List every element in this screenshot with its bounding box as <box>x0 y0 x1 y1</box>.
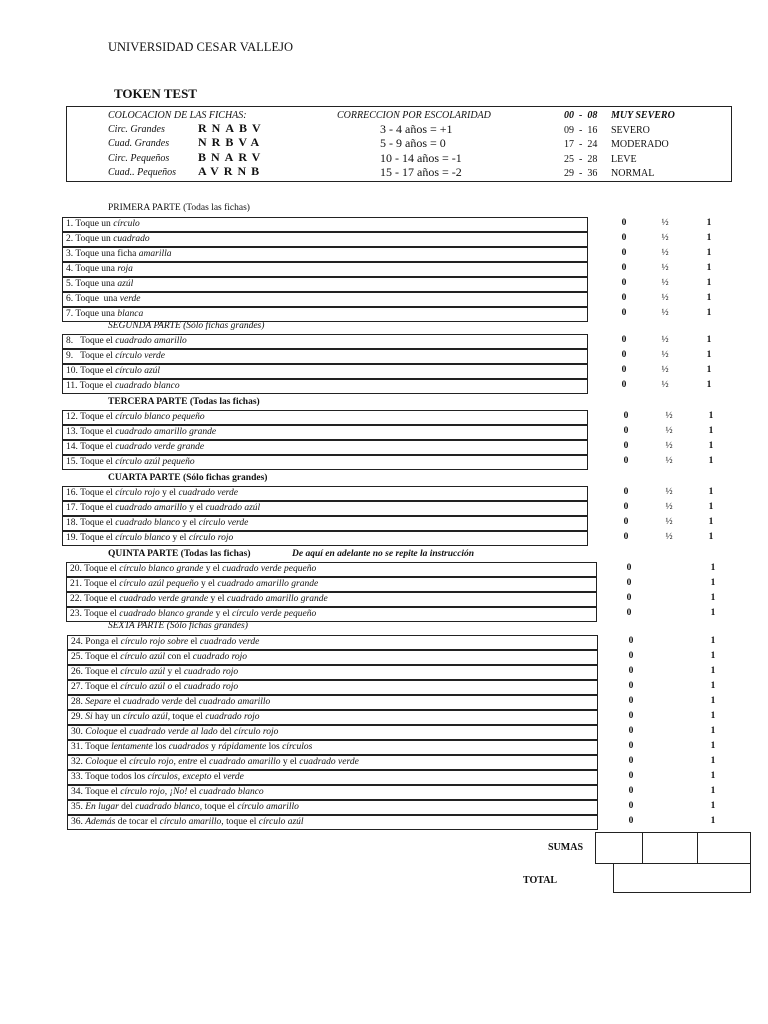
item-text: del <box>217 727 234 737</box>
item-text: círculo blanco <box>115 533 171 543</box>
item-text: cuadrado rojo <box>205 712 260 722</box>
key-row-code: AVRNB <box>198 164 265 178</box>
key-box <box>66 106 732 182</box>
item-text: círculo rojo <box>233 727 279 737</box>
item-text: cuadrado <box>113 234 150 244</box>
item-text: círculo azúl pequeño <box>119 579 199 589</box>
item-text: y el <box>186 503 206 513</box>
score-zero[interactable]: 0 <box>623 411 629 421</box>
item-text: azúl <box>117 279 134 289</box>
severity-range: 29 - 36 <box>564 168 598 179</box>
item-text: toque el <box>202 802 238 812</box>
score-one[interactable]: 1 <box>710 681 716 691</box>
item-text: 25. Toque el <box>71 652 121 662</box>
severity-label: SEVERO <box>611 125 650 136</box>
item-text: 32. <box>71 757 86 767</box>
item-text: Además <box>85 817 116 827</box>
score-one[interactable]: 1 <box>708 456 714 466</box>
item-text: el <box>111 697 123 707</box>
score-one[interactable]: 1 <box>706 335 712 345</box>
score-one[interactable]: 1 <box>706 233 712 243</box>
item-text: lentamente <box>111 742 153 752</box>
item-text: cuadrado verde <box>199 637 260 647</box>
score-zero[interactable]: 0 <box>628 726 634 736</box>
item-row <box>66 607 597 622</box>
item-text: 30. <box>71 727 86 737</box>
score-half[interactable]: ½ <box>661 278 669 288</box>
item-text: 22. Toque el <box>70 594 120 604</box>
score-half[interactable]: ½ <box>661 293 669 303</box>
total-label: TOTAL <box>523 875 558 886</box>
sum-cell-one[interactable] <box>697 832 751 864</box>
item-text: el <box>197 757 210 767</box>
part-5-heading: QUINTA PARTE (Todas las fichas) <box>108 549 251 559</box>
item-row <box>62 486 588 501</box>
severity-range: 09 - 16 <box>564 125 598 136</box>
score-zero[interactable]: 0 <box>623 426 629 436</box>
item-text: con el <box>165 652 193 662</box>
severity-range: 17 - 24 <box>564 139 598 150</box>
score-half[interactable]: ½ <box>661 335 669 345</box>
severity-range: 25 - 28 <box>564 154 598 165</box>
test-title: TOKEN TEST <box>114 86 197 101</box>
item-row <box>62 334 588 349</box>
item-row <box>62 455 588 470</box>
item-text: el <box>211 772 224 782</box>
score-zero[interactable]: 0 <box>621 218 627 228</box>
score-zero[interactable]: 0 <box>628 771 634 781</box>
score-one[interactable]: 1 <box>708 502 714 512</box>
part-1-heading: PRIMERA PARTE (Todas las fichas) <box>108 203 250 213</box>
item-row <box>62 247 588 262</box>
item-text: círculo amarillo <box>237 802 299 812</box>
item-text: hay un <box>92 712 123 722</box>
item-text: cuadrado amarillo grande <box>217 579 319 589</box>
item-text: círculo amarillo, <box>159 817 224 827</box>
key-row-label: Cuad.. Pequeños <box>108 167 177 178</box>
score-half[interactable]: ½ <box>661 308 669 318</box>
item-row <box>67 800 598 815</box>
correccion-item: 10 - 14 años = -1 <box>380 151 462 165</box>
item-text: 7. Toque una <box>66 309 118 319</box>
item-text: el <box>188 637 200 647</box>
item-text: cuadrado amarillo <box>209 757 281 767</box>
item-text: 33. Toque todos los <box>71 772 148 782</box>
item-row <box>62 410 588 425</box>
sum-cell-zero[interactable] <box>595 832 643 864</box>
item-text: Separe <box>85 697 112 707</box>
item-text: círculo verde pequeño <box>231 609 317 619</box>
item-text: blanca <box>117 309 144 319</box>
score-one[interactable]: 1 <box>710 696 716 706</box>
item-text: cuadrado verde <box>122 697 183 707</box>
item-text: círculo azúl <box>115 366 161 376</box>
score-one[interactable]: 1 <box>710 563 716 573</box>
item-text: y el <box>179 518 199 528</box>
key-row-label: Circ. Grandes <box>108 124 165 135</box>
item-row <box>67 755 598 770</box>
score-one[interactable]: 1 <box>710 786 716 796</box>
item-text: amarilla <box>138 249 172 259</box>
score-zero[interactable]: 0 <box>628 741 634 751</box>
part-2-heading: SEGUNDA PARTE (Sólo fichas grandes) <box>108 321 265 331</box>
score-zero[interactable]: 0 <box>628 681 634 691</box>
item-row <box>67 650 598 665</box>
item-row <box>62 349 588 364</box>
item-text: círculo verde <box>198 518 249 528</box>
item-row <box>62 217 588 232</box>
item-text: círculo rojo <box>188 533 234 543</box>
item-text: cuadrado blanco, <box>135 802 203 812</box>
score-zero[interactable]: 0 <box>626 608 632 618</box>
item-text: 21. Toque el <box>70 579 120 589</box>
score-one[interactable]: 1 <box>710 651 716 661</box>
item-text: círculos <box>282 742 313 752</box>
score-one[interactable]: 1 <box>708 426 714 436</box>
item-text: 20. Toque el <box>70 564 120 574</box>
correccion-title: CORRECCION POR ESCOLARIDAD <box>337 110 491 121</box>
university-name: UNIVERSIDAD CESAR VALLEJO <box>108 40 293 54</box>
score-half[interactable]: ½ <box>661 218 669 228</box>
score-zero[interactable]: 0 <box>621 293 627 303</box>
item-row <box>66 592 597 607</box>
score-zero[interactable]: 0 <box>628 666 634 676</box>
score-half[interactable]: ½ <box>661 350 669 360</box>
item-row <box>62 262 588 277</box>
item-text: círculo azúl <box>120 667 166 677</box>
score-zero[interactable]: 0 <box>621 263 627 273</box>
item-text: 19. Toque el <box>66 533 116 543</box>
score-zero[interactable]: 0 <box>626 578 632 588</box>
score-one[interactable]: 1 <box>710 816 716 826</box>
item-row <box>62 440 588 455</box>
score-half[interactable]: ½ <box>665 532 673 542</box>
item-text: el <box>117 757 130 767</box>
key-row-code: BNARV <box>198 150 266 164</box>
item-text: cuadrado blanco <box>199 787 264 797</box>
score-one[interactable]: 1 <box>710 801 716 811</box>
item-text: los <box>266 742 283 752</box>
item-row <box>67 665 598 680</box>
item-text: roja <box>117 264 133 274</box>
severity-label: MODERADO <box>611 139 669 150</box>
score-one[interactable]: 1 <box>708 441 714 451</box>
item-row <box>62 379 588 394</box>
score-zero[interactable]: 0 <box>623 517 629 527</box>
score-one[interactable]: 1 <box>706 380 712 390</box>
item-text: toque el <box>223 817 259 827</box>
score-one[interactable]: 1 <box>706 293 712 303</box>
score-half[interactable]: ½ <box>665 426 673 436</box>
item-text: 11. Toque el <box>66 381 115 391</box>
item-text: 29. <box>71 712 86 722</box>
score-zero[interactable]: 0 <box>628 816 634 826</box>
item-text: círculo azúl pequeño <box>115 457 195 467</box>
score-zero[interactable]: 0 <box>628 786 634 796</box>
item-text: cuadrado verde al lado <box>129 727 218 737</box>
item-text: Coloque <box>85 757 118 767</box>
item-text: 14. Toque el <box>66 442 116 452</box>
score-one[interactable]: 1 <box>710 666 716 676</box>
item-text: Coloque <box>85 727 118 737</box>
score-zero[interactable]: 0 <box>628 711 634 721</box>
item-row <box>62 292 588 307</box>
item-text: 4. Toque una <box>66 264 118 274</box>
item-text: los <box>152 742 169 752</box>
item-text: círculos, excepto <box>147 772 212 782</box>
score-zero[interactable]: 0 <box>621 278 627 288</box>
item-text: cuadrado amarillo grande <box>226 594 328 604</box>
item-text: 9. Toque el <box>66 351 116 361</box>
score-half[interactable]: ½ <box>665 487 673 497</box>
item-text: 17. Toque el <box>66 503 116 513</box>
part-6-heading: SEXTA PARTE (Sólo fichas grandes) <box>108 621 248 631</box>
key-row-label: Cuad. Grandes <box>108 138 170 149</box>
item-text: y el <box>170 533 189 543</box>
score-one[interactable]: 1 <box>710 726 716 736</box>
severity-range: 00 - 08 <box>564 110 598 121</box>
item-text: círculo azúl <box>120 652 166 662</box>
item-text: y el <box>159 488 179 498</box>
item-text: 23. Toque el <box>70 609 120 619</box>
correccion-item: 15 - 17 años = -2 <box>380 165 462 179</box>
item-text: círculo azúl, <box>122 712 171 722</box>
score-zero[interactable]: 0 <box>626 593 632 603</box>
item-text: 8. Toque el <box>66 336 116 346</box>
item-row <box>62 425 588 440</box>
score-zero[interactable]: 0 <box>623 532 629 542</box>
score-zero[interactable]: 0 <box>621 308 627 318</box>
score-one[interactable]: 1 <box>708 411 714 421</box>
item-text: 2. Toque un <box>66 234 114 244</box>
item-text: cuadrado rojo <box>192 652 248 662</box>
item-text: En lugar <box>85 802 119 812</box>
item-text: el <box>172 682 184 692</box>
score-half[interactable]: ½ <box>665 517 673 527</box>
score-zero[interactable]: 0 <box>628 651 634 661</box>
item-text: cuadrado verde grande <box>115 442 205 452</box>
item-text: cuadrado verde pequeño <box>222 564 317 574</box>
item-text: Si <box>85 712 93 722</box>
item-text: y el <box>280 757 300 767</box>
score-zero[interactable]: 0 <box>623 456 629 466</box>
item-row <box>67 680 598 695</box>
item-text: 18. Toque el <box>66 518 116 528</box>
item-text: cuadrado verde grande <box>119 594 209 604</box>
severity-label: MUY SEVERO <box>611 110 675 121</box>
item-row <box>67 725 598 740</box>
score-zero[interactable]: 0 <box>621 248 627 258</box>
item-text: cuadrado amarillo grande <box>115 427 217 437</box>
score-zero[interactable]: 0 <box>626 563 632 573</box>
score-half[interactable]: ½ <box>665 502 673 512</box>
total-cell[interactable] <box>613 863 751 893</box>
correccion-item: 3 - 4 años = +1 <box>380 122 453 136</box>
item-row <box>67 740 598 755</box>
score-one[interactable]: 1 <box>708 487 714 497</box>
item-text: 12. Toque el <box>66 412 116 422</box>
part-3-heading: TERCERA PARTE (Todas las fichas) <box>108 397 260 407</box>
item-text: círculo <box>113 219 140 229</box>
score-one[interactable]: 1 <box>706 263 712 273</box>
sum-cell-half[interactable] <box>642 832 698 864</box>
score-half[interactable]: ½ <box>661 380 669 390</box>
item-text: de tocar el <box>115 817 160 827</box>
score-one[interactable]: 1 <box>710 608 716 618</box>
score-one[interactable]: 1 <box>708 532 714 542</box>
item-row <box>62 531 588 546</box>
score-one[interactable]: 1 <box>706 248 712 258</box>
score-one[interactable]: 1 <box>710 771 716 781</box>
item-row <box>67 815 598 830</box>
item-text: cuadrado blanco grande <box>119 609 214 619</box>
item-text: y el <box>213 609 232 619</box>
score-half[interactable]: ½ <box>661 263 669 273</box>
item-text: 6. Toque una <box>66 294 120 304</box>
score-half[interactable]: ½ <box>661 233 669 243</box>
key-row-label: Circ. Pequeños <box>108 153 170 164</box>
item-text: círculo azúl <box>258 817 304 827</box>
item-text: 27. Toque el <box>71 682 121 692</box>
item-row <box>66 577 597 592</box>
item-text: toque el <box>170 712 206 722</box>
score-one[interactable]: 1 <box>710 636 716 646</box>
correccion-item: 5 - 9 años = 0 <box>380 136 446 150</box>
item-text: círculo azúl o <box>120 682 173 692</box>
score-one[interactable]: 1 <box>706 350 712 360</box>
key-row-code: RNABV <box>198 121 266 135</box>
item-text: círculo blanco grande <box>119 564 204 574</box>
item-row <box>67 770 598 785</box>
item-text: círculo rojo sobre <box>120 637 189 647</box>
colocacion-title: COLOCACION DE LAS FICHAS: <box>108 110 247 121</box>
item-text: cuadrados <box>168 742 209 752</box>
score-zero[interactable]: 0 <box>621 233 627 243</box>
score-zero[interactable]: 0 <box>623 441 629 451</box>
part-4-heading: CUARTA PARTE (Sólo fichas grandes) <box>108 473 268 483</box>
part-5-note: De aquí en adelante no se repite la instrucción <box>292 549 475 559</box>
item-row <box>67 710 598 725</box>
score-zero[interactable]: 0 <box>621 365 627 375</box>
item-text: el <box>117 727 130 737</box>
item-text: y el <box>165 667 184 677</box>
score-zero[interactable]: 0 <box>623 487 629 497</box>
severity-label: NORMAL <box>611 168 655 179</box>
item-text: 26. Toque el <box>71 667 121 677</box>
item-row <box>62 232 588 247</box>
item-text: cuadrado rojo <box>183 667 239 677</box>
item-text: 24. Ponga el <box>71 637 121 647</box>
item-text: cuadrado blanco <box>115 518 180 528</box>
severity-label: LEVE <box>611 154 637 165</box>
item-text: 1. Toque un <box>66 219 114 229</box>
sums-label: SUMAS <box>548 842 584 853</box>
item-text: del <box>182 697 199 707</box>
score-half[interactable]: ½ <box>665 456 673 466</box>
score-one[interactable]: 1 <box>706 308 712 318</box>
score-one[interactable]: 1 <box>710 741 716 751</box>
item-row <box>67 695 598 710</box>
score-zero[interactable]: 0 <box>621 335 627 345</box>
item-text: 31. Toque <box>71 742 112 752</box>
item-text: círculo verde <box>115 351 165 361</box>
score-zero[interactable]: 0 <box>621 380 627 390</box>
score-zero[interactable]: 0 <box>628 801 634 811</box>
score-half[interactable]: ½ <box>665 411 673 421</box>
item-text: cuadrado verde <box>178 488 238 498</box>
item-row <box>67 635 598 650</box>
score-zero[interactable]: 0 <box>628 636 634 646</box>
score-one[interactable]: 1 <box>706 365 712 375</box>
item-text: y el <box>208 594 227 604</box>
item-text: círculo blanco pequeño <box>115 412 205 422</box>
item-text: 10. Toque el <box>66 366 116 376</box>
item-row <box>62 277 588 292</box>
item-text: cuadrado amarillo <box>198 697 271 707</box>
item-text: y <box>208 742 219 752</box>
item-text: 5. Toque una <box>66 279 118 289</box>
score-one[interactable]: 1 <box>710 593 716 603</box>
score-half[interactable]: ½ <box>661 248 669 258</box>
item-text: 13. Toque el <box>66 427 116 437</box>
item-text: 34. Toque el <box>71 787 121 797</box>
item-text: el <box>187 787 200 797</box>
item-text: 15. Toque el <box>66 457 116 467</box>
item-text: y el <box>198 579 218 589</box>
item-row <box>66 562 597 577</box>
score-one[interactable]: 1 <box>706 218 712 228</box>
score-zero[interactable]: 0 <box>628 696 634 706</box>
item-text: cuadrado azúl <box>205 503 261 513</box>
item-text: cuadrado verde <box>299 757 359 767</box>
score-one[interactable]: 1 <box>710 756 716 766</box>
item-text: círculo rojo <box>115 488 160 498</box>
score-zero[interactable]: 0 <box>628 756 634 766</box>
item-text: del <box>118 802 136 812</box>
score-half[interactable]: ½ <box>665 441 673 451</box>
item-row <box>62 307 588 322</box>
item-text: cuadrado blanco <box>114 381 180 391</box>
item-text: 28. <box>71 697 86 707</box>
item-text: cuadrado rojo <box>183 682 239 692</box>
score-one[interactable]: 1 <box>708 517 714 527</box>
score-zero[interactable]: 0 <box>623 502 629 512</box>
item-text: 36. <box>71 817 86 827</box>
item-row <box>62 516 588 531</box>
item-row <box>62 501 588 516</box>
score-one[interactable]: 1 <box>706 278 712 288</box>
item-text: cuadrado amarillo <box>115 336 187 346</box>
item-row <box>67 785 598 800</box>
item-text: verde <box>223 772 244 782</box>
item-text: rápidamente <box>218 742 267 752</box>
score-zero[interactable]: 0 <box>621 350 627 360</box>
item-text: círculo rojo, entre <box>129 757 198 767</box>
item-text: 16. Toque el <box>66 488 116 498</box>
score-one[interactable]: 1 <box>710 578 716 588</box>
item-text: 3. Toque una ficha <box>66 249 139 259</box>
item-text: y el <box>203 564 223 574</box>
item-text: 35. <box>71 802 86 812</box>
item-text: cuadrado amarillo <box>115 503 187 513</box>
item-row <box>62 364 588 379</box>
score-one[interactable]: 1 <box>710 711 716 721</box>
key-row-code: NRBVA <box>198 135 265 149</box>
score-half[interactable]: ½ <box>661 365 669 375</box>
item-text: círculo rojo, ¡No! <box>120 787 188 797</box>
item-text: verde <box>119 294 141 304</box>
